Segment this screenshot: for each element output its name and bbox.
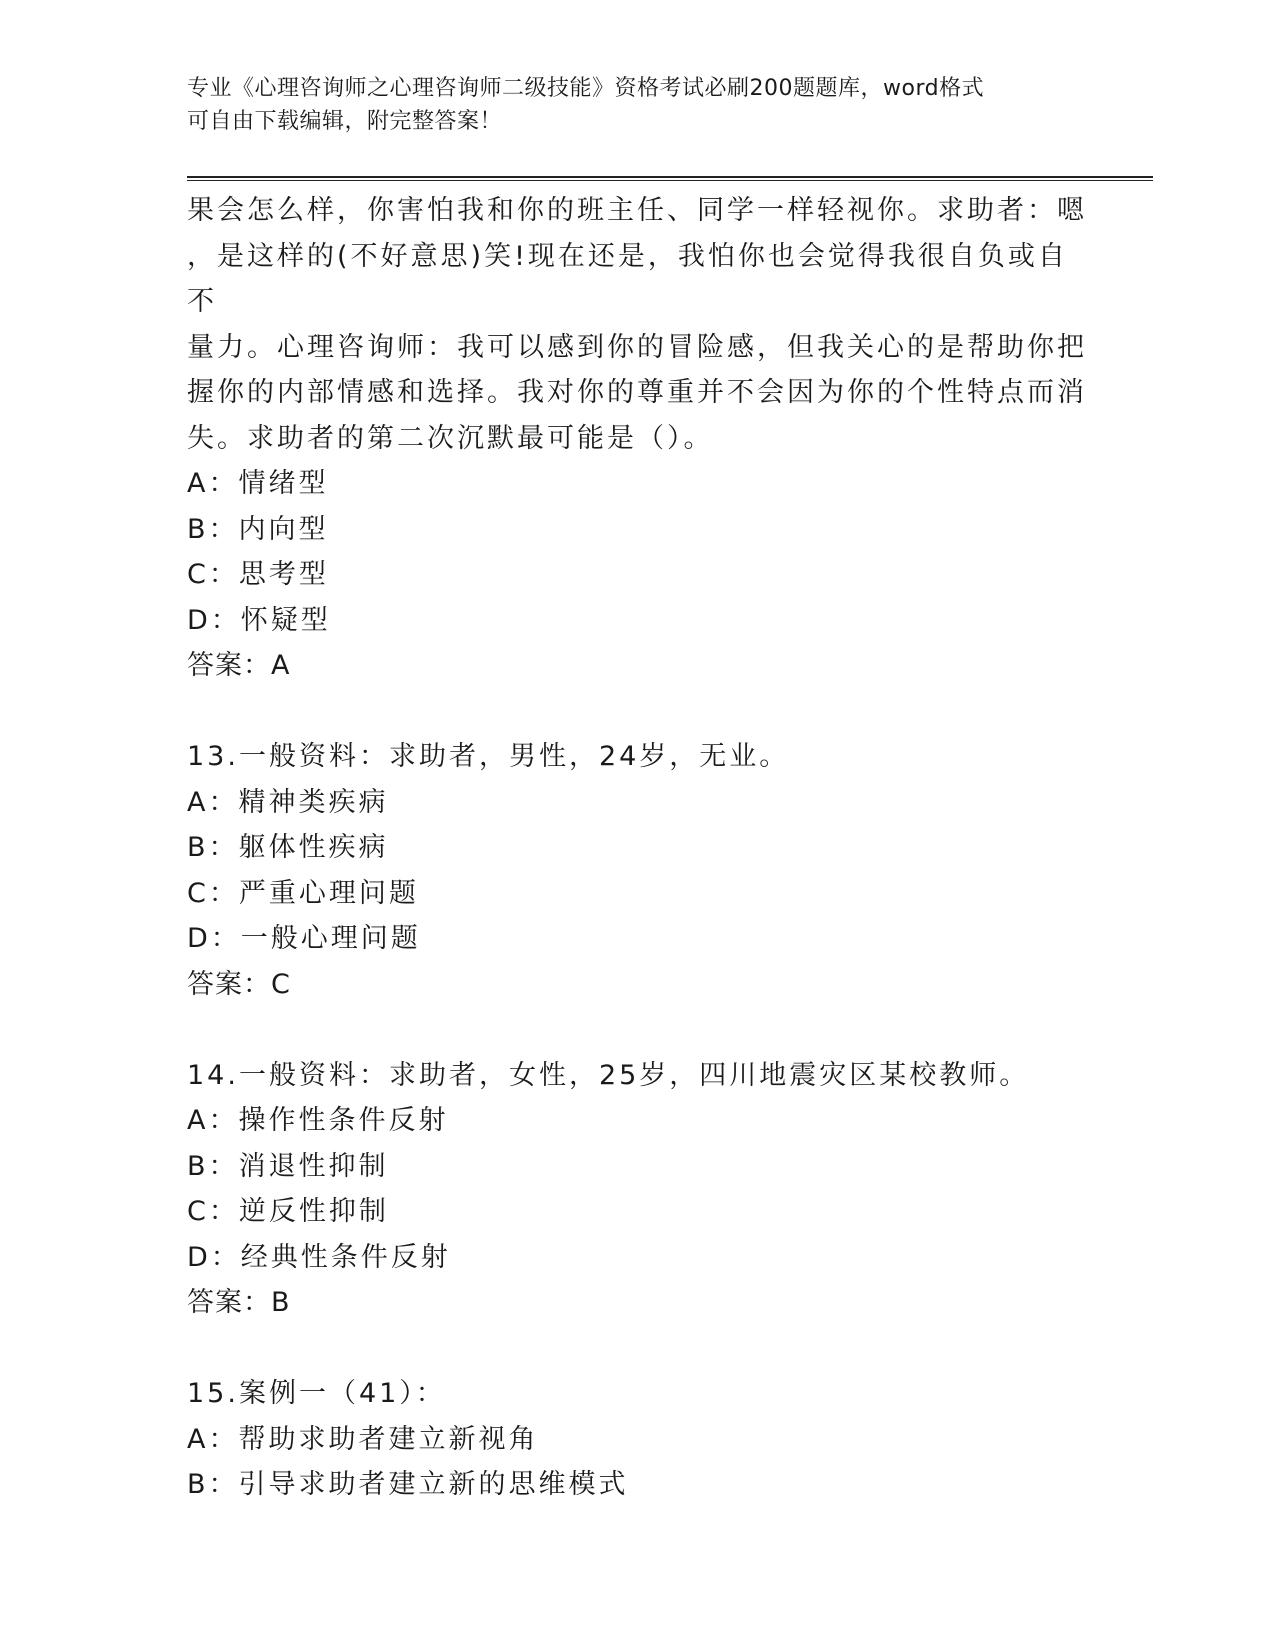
question-text-line: 失。求助者的第二次沉默最可能是（）。 bbox=[187, 422, 714, 454]
spacer bbox=[187, 1326, 1087, 1372]
option-b: B：内向型 bbox=[187, 513, 329, 545]
spacer bbox=[187, 689, 1087, 735]
option-d: D：一般心理问题 bbox=[187, 923, 421, 954]
option-d: D：怀疑型 bbox=[187, 604, 331, 636]
option-c: C：逆反性抑制 bbox=[187, 1196, 389, 1227]
question-15 bbox=[187, 1371, 1087, 1508]
answer-line: 答案：B bbox=[187, 1287, 291, 1318]
option-b: B：消退性抑制 bbox=[187, 1150, 389, 1182]
header-title-line-1: 专业《心理咨询师之心理咨询师二级技能》资格考试必刷200题题库，word格式 bbox=[187, 76, 985, 101]
question-13 bbox=[187, 734, 1087, 1007]
spacer bbox=[187, 1007, 1087, 1053]
option-b: B：躯体性疾病 bbox=[187, 832, 389, 863]
option-c: C：严重心理问题 bbox=[187, 877, 419, 909]
option-d: D：经典性条件反射 bbox=[187, 1241, 451, 1273]
option-a: A：帮助求助者建立新视角 bbox=[187, 1423, 539, 1455]
question-stem: 15.案例一（41）： bbox=[187, 1378, 446, 1409]
option-a: A：精神类疾病 bbox=[187, 786, 389, 818]
question-text-line: 量力。心理咨询师：我可以感到你的冒险感，但我关心的是帮助你把 bbox=[187, 331, 1087, 363]
header-divider bbox=[187, 176, 1153, 181]
option-b: B：引导求助者建立新的思维模式 bbox=[187, 1469, 629, 1500]
question-stem: 13.一般资料：求助者，男性，24岁，无业。 bbox=[187, 741, 790, 772]
answer-line: 答案：A bbox=[187, 650, 291, 681]
document-body bbox=[187, 188, 1087, 1508]
question-text-line: ，是这样的(不好意思)笑!现在还是，我怕你也会觉得我很自负或自不 bbox=[187, 240, 1068, 317]
question-text-line: 果会怎么样，你害怕我和你的班主任、同学一样轻视你。求助者：嗯 bbox=[187, 195, 1087, 226]
answer-line: 答案：C bbox=[187, 968, 291, 1000]
document-header bbox=[187, 72, 1087, 138]
question-text-line: 握你的内部情感和选择。我对你的尊重并不会因为你的个性特点而消 bbox=[187, 377, 1087, 408]
header-title-line-2: 可自由下载编辑，附完整答案！ bbox=[187, 109, 503, 134]
option-a: A：情绪型 bbox=[187, 468, 329, 499]
option-a: A：操作性条件反射 bbox=[187, 1105, 449, 1136]
option-c: C：思考型 bbox=[187, 559, 329, 590]
question-stem: 14.一般资料：求助者，女性，25岁，四川地震灾区某校教师。 bbox=[187, 1059, 1030, 1091]
question-12-continued bbox=[187, 188, 1087, 689]
question-14 bbox=[187, 1053, 1087, 1326]
